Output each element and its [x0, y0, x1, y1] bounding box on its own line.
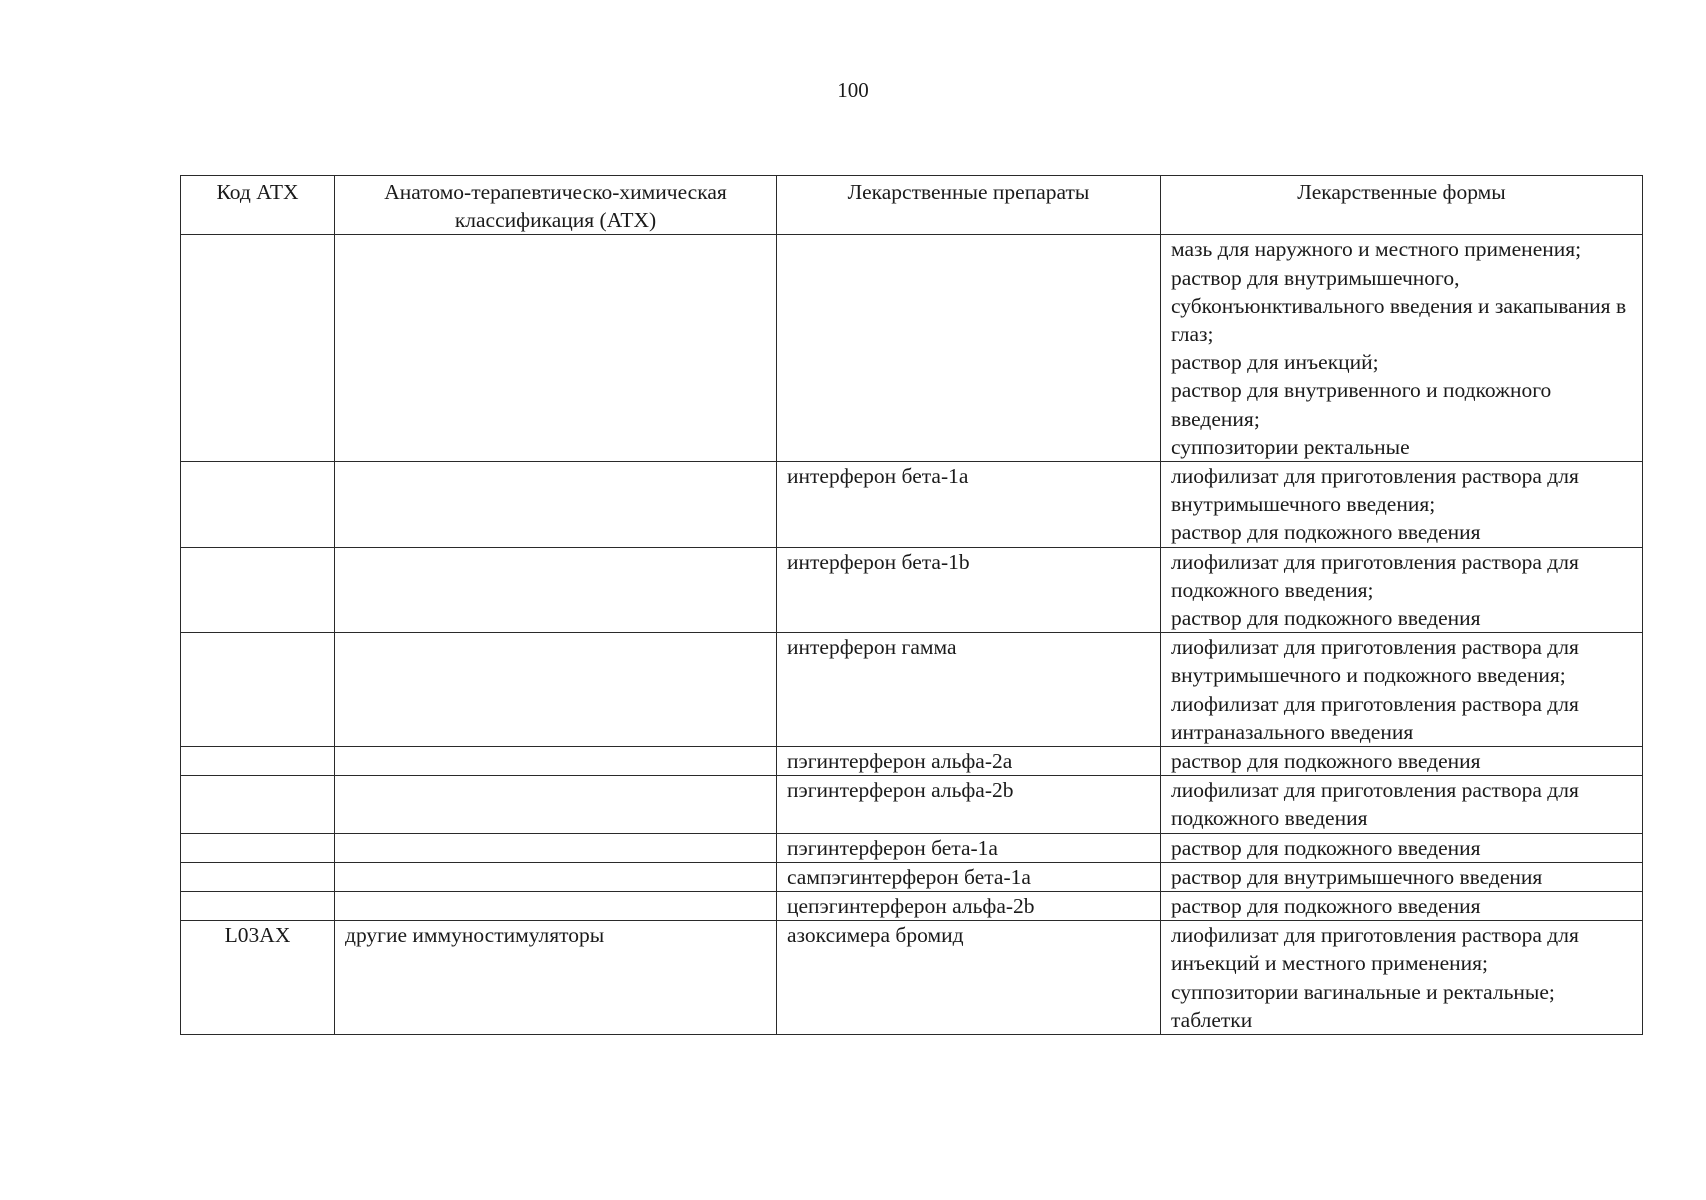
cell-atc-classification: другие иммуностимуляторы — [335, 921, 777, 1035]
cell-atc-classification — [335, 776, 777, 833]
cell-dosage-forms: раствор для подкожного введения — [1161, 892, 1643, 921]
cell-dosage-forms: раствор для подкожного введения — [1161, 747, 1643, 776]
table-row — [181, 921, 1643, 1035]
table-row — [181, 776, 1643, 833]
cell-atc-classification — [335, 547, 777, 633]
cell-drug: пэгинтерферон бета-1a — [777, 833, 1161, 862]
cell-dosage-forms: лиофилизат для приготовления раствора для внутримышечного введения; раствор для подкожного введения — [1161, 462, 1643, 548]
cell-atc-code — [181, 862, 335, 891]
cell-dosage-forms: раствор для внутримышечного введения — [1161, 862, 1643, 891]
cell-drug: пэгинтерферон альфа-2a — [777, 747, 1161, 776]
cell-drug: интерферон бета-1a — [777, 462, 1161, 548]
table-row — [181, 892, 1643, 921]
cell-atc-code — [181, 547, 335, 633]
cell-atc-code — [181, 892, 335, 921]
table-row — [181, 235, 1643, 462]
cell-atc-code — [181, 633, 335, 747]
cell-atc-code: L03AX — [181, 921, 335, 1035]
cell-atc-classification — [335, 862, 777, 891]
cell-drug — [777, 235, 1161, 462]
cell-dosage-forms: лиофилизат для приготовления раствора для подкожного введения — [1161, 776, 1643, 833]
table-row — [181, 862, 1643, 891]
cell-atc-classification — [335, 235, 777, 462]
table-row — [181, 633, 1643, 747]
table-row — [181, 833, 1643, 862]
header-drugs: Лекарственные препараты — [777, 176, 1161, 235]
cell-atc-code — [181, 747, 335, 776]
cell-drug: азоксимера бромид — [777, 921, 1161, 1035]
cell-atc-classification — [335, 892, 777, 921]
cell-drug: интерферон гамма — [777, 633, 1161, 747]
header-atc-classification: Анатомо-терапевтическо-химическая классификация (АТХ) — [335, 176, 777, 235]
cell-dosage-forms: раствор для подкожного введения — [1161, 833, 1643, 862]
cell-drug: цепэгинтерферон альфа-2b — [777, 892, 1161, 921]
cell-atc-classification — [335, 747, 777, 776]
cell-drug: пэгинтерферон альфа-2b — [777, 776, 1161, 833]
cell-dosage-forms: лиофилизат для приготовления раствора для подкожного введения; раствор для подкожного введения — [1161, 547, 1643, 633]
table-row — [181, 547, 1643, 633]
drug-table — [180, 175, 1643, 1035]
cell-atc-code — [181, 833, 335, 862]
cell-atc-classification — [335, 633, 777, 747]
header-dosage-forms: Лекарственные формы — [1161, 176, 1643, 235]
drug-table-container — [180, 175, 1642, 1035]
cell-drug: сампэгинтерферон бета-1a — [777, 862, 1161, 891]
table-header-row — [181, 176, 1643, 235]
cell-atc-code — [181, 462, 335, 548]
cell-atc-code — [181, 776, 335, 833]
cell-dosage-forms: лиофилизат для приготовления раствора для внутримышечного и подкожного введения; лиофилизат для приготовления раствора для интраназального введения — [1161, 633, 1643, 747]
header-atc-code: Код АТХ — [181, 176, 335, 235]
cell-drug: интерферон бета-1b — [777, 547, 1161, 633]
table-row — [181, 747, 1643, 776]
cell-dosage-forms: лиофилизат для приготовления раствора для инъекций и местного применения; суппозитории вагинальные и ректальные; таблетки — [1161, 921, 1643, 1035]
cell-atc-classification — [335, 833, 777, 862]
page-number: 100 — [837, 78, 869, 102]
cell-dosage-forms: мазь для наружного и местного применения; раствор для внутримышечного, субконъюнктивального введения и закапывания в глаз; раствор для инъекций; раствор для внутривенного и подкожного введения; суппозитории ректальные — [1161, 235, 1643, 462]
cell-atc-classification — [335, 462, 777, 548]
cell-atc-code — [181, 235, 335, 462]
table-row — [181, 462, 1643, 548]
